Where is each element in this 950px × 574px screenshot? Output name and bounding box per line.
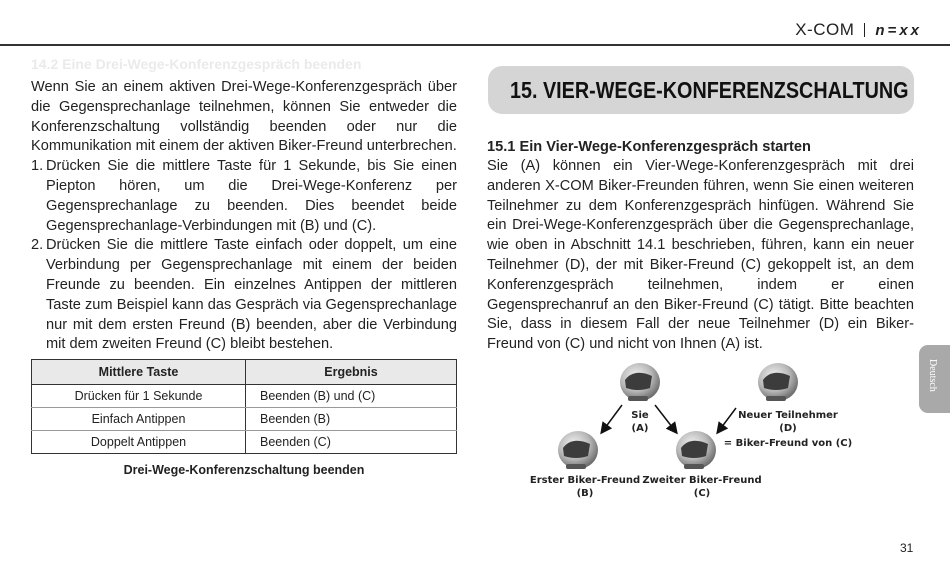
section-title: 15. VIER-WEGE-KONFERENZSCHALTUNG [510, 77, 909, 103]
step-number: 1. [31, 158, 44, 175]
helmet-icon [558, 431, 598, 469]
section-banner [488, 66, 914, 114]
arrow-icon [655, 405, 676, 432]
label-second: Zweiter Biker-Freund [642, 475, 762, 486]
table-cell: Beenden (C) [246, 431, 457, 454]
table-row [32, 408, 457, 431]
header-rule [0, 44, 950, 46]
section-paragraph: Sie (A) können ein Vier-Wege-Konferenzgespräch mit drei anderen X-COM Biker-Freunden führen, wenn Sie einen weiteren Teilnehmer zu dem Konferenzgespräch hinfügen. Während Sie ein Drei-Wege-Konferenzgespräch über die Gegensprechanlage, wie oben in Abschnitt 14.1 beschrieben, führen, kann ein neuer Teilnehmer (D), der mit Biker-Freund (C) gekoppelt ist, an dem Konferenzgespräch teilnehmen, indem er einen Gegensprechanruf an den Biker-Freund (C) tätigt. Bitte beachten Sie, dass in diesem Fall der neue Teilnehmer (D) ein Biker-Freund von (C) und nicht von Ihnen (A) ist. [487, 158, 914, 353]
header-brand [795, 20, 922, 40]
arrow-icon [718, 408, 736, 432]
step-number: 2. [31, 237, 44, 254]
label-new-note: = Biker-Freund von (C) [723, 438, 853, 449]
language-tab-label: Deutsch [927, 359, 938, 392]
subsection-heading: 15.1 Ein Vier-Wege-Konferenzgespräch starten [487, 139, 811, 155]
label-sie: Sie [631, 410, 649, 421]
table-cell: Drücken für 1 Sekunde [32, 385, 246, 408]
steps-list [31, 157, 457, 355]
table-cell: Beenden (B) und (C) [246, 385, 457, 408]
table-header-row [32, 360, 457, 385]
arrow-icon [602, 405, 622, 432]
step-text: Drücken Sie die mittlere Taste einfach oder doppelt, um eine Verbindung per Gegensprechanlage mit einem der beiden Freunde zu beenden. Ein einzelnes Antippen der mittleren Taste zum Beispiel kann das Gespräch via Gegensprechanlage nur mit dem ersten Freund (B) beenden, aber die Verbindung mit dem zweiten Freund (C) bleibt bestehen. [46, 237, 457, 353]
table-cell: Beenden (B) [246, 408, 457, 431]
label-first-id: (B) [576, 488, 594, 499]
column-header: Ergebnis [246, 360, 457, 385]
left-column [31, 56, 457, 355]
helmet-icon [620, 363, 660, 401]
product-title: X-COM [795, 20, 855, 39]
language-tab [919, 345, 950, 413]
bleed-through-heading: 14.2 Eine Drei-Wege-Konferenzgespräch beenden [31, 56, 362, 72]
helmet-icon [676, 431, 716, 469]
table-row [32, 385, 457, 408]
label-second-id: (C) [693, 488, 711, 499]
label-first: Erster Biker-Freund [530, 475, 641, 486]
intro-paragraph: Wenn Sie an einem aktiven Drei-Wege-Konferenzgespräch über die Gegensprechanlage teilnehmen, können Sie entweder die Konferenzschaltung vollständig beenden oder nur die Kommunikation mit einem der aktiven Biker-Freund unterbrechen. [31, 79, 457, 155]
right-column [487, 137, 914, 355]
label-new-id: (D) [779, 423, 797, 434]
nexx-logo: n=xx [875, 21, 922, 39]
step-text: Drücken Sie die mittlere Taste für 1 Sekunde, bis Sie einen Piepton hören, um die Drei-Wege-Konferenz per Gegensprechanlage zu beenden. Dies beendet beide Gegensprechanlage-Verbindungen mit (B) und (C). [46, 158, 457, 234]
table-cell: Doppelt Antippen [32, 431, 246, 454]
table-row [32, 431, 457, 454]
title-separator [864, 23, 865, 37]
step-item [31, 236, 457, 355]
conference-diagram [530, 360, 890, 510]
table-caption: Drei-Wege-Konferenzschaltung beenden [123, 463, 365, 477]
helmet-icon [758, 363, 798, 401]
table-cell: Einfach Antippen [32, 408, 246, 431]
label-new: Neuer Teilnehmer [738, 410, 838, 421]
label-sie-id: (A) [631, 423, 649, 434]
page-number: 31 [900, 541, 914, 555]
step-item [31, 157, 457, 236]
result-table [31, 359, 457, 454]
column-header: Mittlere Taste [32, 360, 246, 385]
